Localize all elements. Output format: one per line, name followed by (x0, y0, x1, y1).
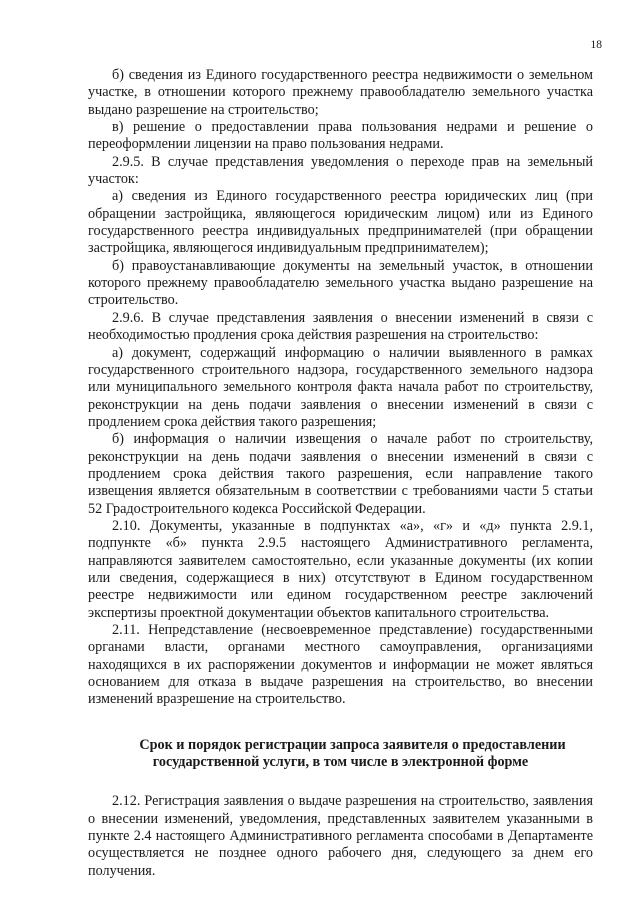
paragraph-2-9-5: 2.9.5. В случае представления уведомления о переходе прав на земельный участок: (88, 153, 593, 188)
paragraph-2-12: 2.12. Регистрация заявления о выдаче разрешения на строительство, заявления о внесении изменений, уведомления, представленных заявителем указанными в пункте 2.4 настоящего Административного регламента способами в Департаменте осуществляется не позднее одного рабочего дня, следующего за днем его получения. (88, 793, 593, 879)
paragraph-2-9-6: 2.9.6. В случае представления заявления о внесении изменений в связи с необходимостью продления срока действия разрешения на строительство: (88, 309, 593, 344)
paragraph-2-9-5-b: б) правоустанавливающие документы на земельный участок, в отношении которого прежнему правообладателю земельного участка выдано разрешение на строительство. (88, 257, 593, 309)
page-number: 18 (590, 39, 602, 51)
paragraph-2-9-4-v: в) решение о предоставлении права пользования недрами и решение о переоформлении лицензии на право пользования недрами. (88, 119, 593, 153)
document-body (88, 67, 593, 880)
section-heading: Срок и порядок регистрации запроса заявителя о предоставлении государственной услуги, в том числе в электронной форме (139, 736, 566, 771)
paragraph-2-10: 2.10. Документы, указанные в подпунктах «а», «г» и «д» пункта 2.9.1, подпункте «б» пункта 2.9.5 настоящего Административного регламента, направляются заявителем самостоятельно, если указанные документы (их копии или сведения, содержащиеся в них) отсутствуют в Едином государственном реестре недвижимости или едином государственном реестре заключений экспертизы проектной документации объектов капитального строительства. (88, 517, 593, 621)
paragraph-2-11: 2.11. Непредставление (несвоевременное представление) государственными органами власти, органами местного самоуправления, организациями находящихся в их распоряжении документов и информации не может являться основанием для отказа в выдаче разрешения на строительство, во внесении изменений вразрешение на строительство. (88, 622, 593, 708)
paragraph-2-9-6-b: б) информация о наличии извещения о начале работ по строительству, реконструкции на день подачи заявления о внесении изменений в связи с продлением срока действия такого разрешения, если направление такого извещения является обязательным в соответствии с требованиями части 5 статьи 52 Градостроительного кодекса Российской Федерации. (88, 431, 593, 517)
paragraph-2-9-5-a: а) сведения из Единого государственного реестра юридических лиц (при обращении застройщика, являющегося юридическим лицом) или из Единого государственного реестра индивидуальных предпринимателей (при обращении застройщика, являющегося индивидуальным предпринимателем); (88, 188, 593, 257)
paragraph-2-9-6-a: а) документ, содержащий информацию о наличии выявленного в рамках государственного строительного надзора, государственного земельного надзора или муниципального земельного контроля факта начала работ по строительству, реконструкции на день подачи заявления о внесении изменений в связи с продлением срока действия такого разрешения; (88, 344, 593, 430)
paragraph-2-9-4-b: б) сведения из Единого государственного реестра недвижимости о земельном участке, в отношении которого прежнему правообладателю земельного участка выдано разрешение на строительство; (88, 67, 593, 118)
